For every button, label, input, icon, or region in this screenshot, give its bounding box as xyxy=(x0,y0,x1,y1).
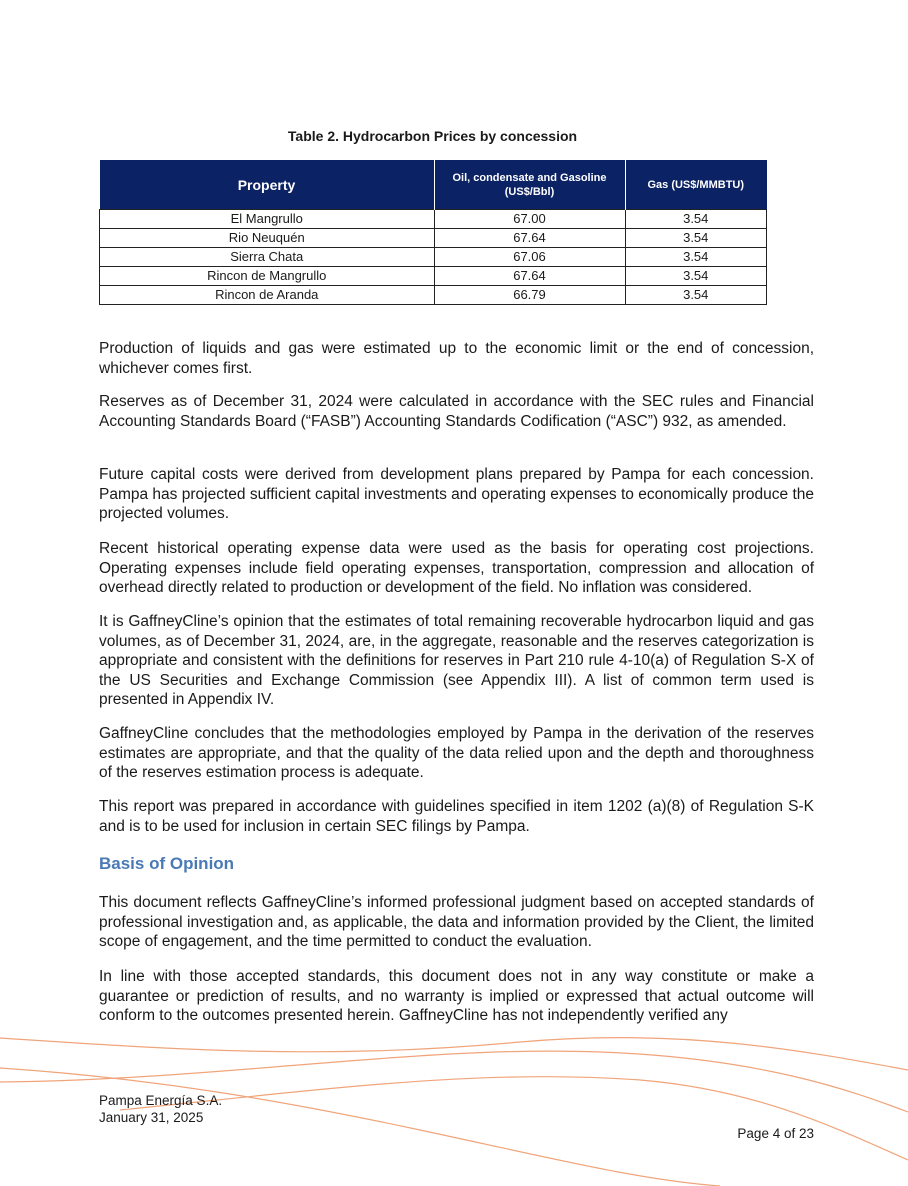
cell-oil-price: 67.64 xyxy=(434,267,625,286)
paragraph-no-guarantee: In line with those accepted standards, this document does not in any way constitute or make a guarantee or prediction of results, and no warranty is implied or expressed that actual outcome will conform to the outcomes presented herein. GaffneyCline has not independently verified any xyxy=(99,968,814,1024)
footer-company-name: Pampa Energía S.A. xyxy=(99,1093,223,1108)
cell-gas-price: 3.54 xyxy=(625,286,767,305)
table-row xyxy=(100,248,767,267)
cell-gas-price: 3.54 xyxy=(625,210,767,229)
cell-property: Sierra Chata xyxy=(100,248,435,267)
cell-gas-price: 3.54 xyxy=(625,248,767,267)
table-title: Table 2. Hydrocarbon Prices by concession xyxy=(287,128,578,144)
paragraph-operating-expenses: Recent historical operating expense data were used as the basis for operating cost projections. Operating expenses include field operating expenses, transportation, compression and allocation of overhead directly related to production or development of the field. No inflation was considered. xyxy=(99,540,814,596)
paragraph-methodologies: GaffneyCline concludes that the methodologies employed by Pampa in the derivation of the reserves estimates are appropriate, and that the quality of the data relied upon and the depth and thoroughness of the reserves estimation process is adequate. xyxy=(99,725,814,781)
paragraph-regulation-sk: This report was prepared in accordance with guidelines specified in item 1202 (a)(8) of Regulation S-K and is to be used for inclusion in certain SEC filings by Pampa. xyxy=(99,798,814,835)
header-property: Property xyxy=(100,161,435,210)
footer-page-number: Page 4 of 23 xyxy=(737,1126,814,1141)
cell-gas-price: 3.54 xyxy=(625,267,767,286)
paragraph-professional-judgment: This document reflects GaffneyCline’s informed professional judgment based on accepted standards of professional investigation and, as applicable, the data and information provided by the Client, the limited scope of engagement, and the time permitted to conduct the evaluation. xyxy=(99,894,814,950)
hydrocarbon-prices-table xyxy=(99,160,767,305)
cell-property: Rincon de Mangrullo xyxy=(100,267,435,286)
cell-property: Rio Neuquén xyxy=(100,229,435,248)
paragraph-capital-costs: Future capital costs were derived from development plans prepared by Pampa for each concession. Pampa has projected sufficient capital investments and operating expenses to economically produce the projected volumes. xyxy=(99,466,814,522)
cell-gas-price: 3.54 xyxy=(625,229,767,248)
table-row xyxy=(100,286,767,305)
table-header-row xyxy=(100,161,767,210)
cell-property: El Mangrullo xyxy=(100,210,435,229)
paragraph-gaffneycline-opinion: It is GaffneyCline’s opinion that the estimates of total remaining recoverable hydrocarbon liquid and gas volumes, as of December 31, 2024, are, in the aggregate, reasonable and the reserves categorization is appropriate and consistent with the definitions for reserves in Part 210 rule 4-10(a) of Regulation S-X of the US Securities and Exchange Commission (see Appendix III). A list of common term used is presented in Appendix IV. xyxy=(99,613,814,708)
cell-oil-price: 66.79 xyxy=(434,286,625,305)
paragraph-production-estimate: Production of liquids and gas were estimated up to the economic limit or the end of concession, whichever comes first. xyxy=(99,340,814,377)
header-oil-price: Oil, condensate and Gasoline (US$/Bbl) xyxy=(434,161,625,210)
cell-oil-price: 67.06 xyxy=(434,248,625,267)
footer-date: January 31, 2025 xyxy=(99,1110,204,1125)
cell-property: Rincon de Aranda xyxy=(100,286,435,305)
table-row xyxy=(100,267,767,286)
table-row xyxy=(100,229,767,248)
header-gas-price: Gas (US$/MMBTU) xyxy=(625,161,767,210)
cell-oil-price: 67.64 xyxy=(434,229,625,248)
paragraph-reserves-sec-rules: Reserves as of December 31, 2024 were calculated in accordance with the SEC rules and Financial Accounting Standards Board (“FASB”) Accounting Standards Codification (“ASC”) 932, as amended. xyxy=(99,393,814,430)
cell-oil-price: 67.00 xyxy=(434,210,625,229)
section-heading-basis-of-opinion: Basis of Opinion xyxy=(99,854,235,873)
table-row xyxy=(100,210,767,229)
